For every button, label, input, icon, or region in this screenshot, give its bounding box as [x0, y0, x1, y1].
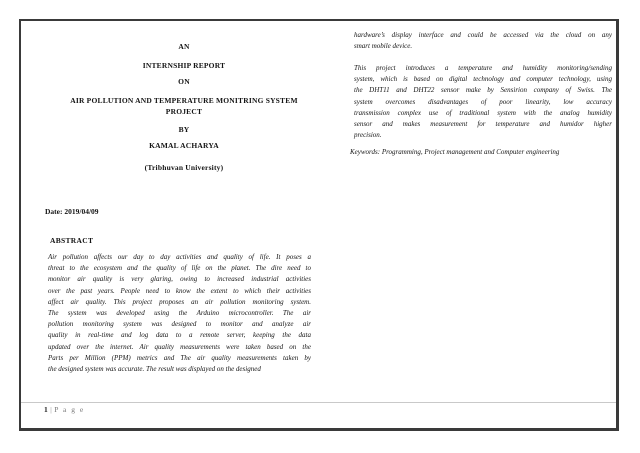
report-page: [19, 19, 619, 431]
title-on: ON: [178, 77, 190, 86]
paragraph-line: sensor and makes measurement for temperature and humidor higher: [354, 119, 612, 128]
paragraph-line: system overcomes disadvantages of poor linearity, low accuracy: [354, 97, 612, 106]
main-title: [41, 95, 327, 117]
abstract-line: over the past years. People need to know the extent to which their activities: [48, 286, 311, 295]
university-name: (Tribhuvan University): [144, 163, 224, 172]
keywords-line: Keywords: Programming, Project management and Computer engineering: [350, 148, 560, 156]
abstract-line: Air pollution affects our day to day activities and quality of life. It poses a: [48, 253, 311, 261]
footer-divider: [21, 402, 616, 403]
main-title-line-2: PROJECT: [165, 107, 203, 116]
date-line: Date: 2019/04/09: [45, 207, 99, 216]
paragraph-line: transmission complex use of traditional system with the analog humidity: [354, 108, 612, 117]
abstract-line: affect air quality. This project proposes an air pollution monitoring system.: [48, 297, 311, 306]
page-footer: [44, 405, 85, 414]
abstract-line: pollution monitoring system was designed to monitor and analyze air: [48, 320, 311, 329]
abstract-paragraph: [48, 252, 311, 375]
abstract-line: the designed system was accurate. The result was displayed on the designed: [48, 364, 261, 373]
abstract-heading: ABSTRACT: [50, 236, 94, 245]
right-column-paragraph-2: [354, 63, 612, 141]
abstract-line: monitor air quality is very glaring, owing to increased industrial activities: [48, 275, 311, 284]
footer-separator: |: [50, 405, 53, 414]
paragraph-line: hardware’s display interface and could be accessed via the cloud on any: [354, 31, 612, 39]
paragraph-line: This project introduces a temperature and humidity monitoring/sending: [354, 64, 612, 72]
abstract-line: Parts per Million (PPM) metrics and The air quality measurements taken by: [48, 353, 311, 362]
main-title-line-1: AIR POLLUTION AND TEMPERATURE MONITRING SYSTEM: [70, 96, 298, 105]
abstract-line: The system was developed using the Arduino microcontroller. The air: [48, 308, 311, 317]
title-internship-report: INTERNSHIP REPORT: [142, 61, 226, 70]
title-by: BY: [178, 125, 190, 134]
paragraph-line: smart mobile device.: [354, 42, 413, 51]
abstract-line: updated over the internet. Air quality measurements were taken based on the: [48, 342, 311, 351]
paragraph-line: precision.: [354, 131, 382, 140]
title-an: AN: [178, 42, 190, 51]
right-column-paragraph-1: [354, 30, 612, 52]
paragraph-line: system, which is based on digital technology and computer technology, using: [354, 75, 612, 84]
footer-page-number: 1: [44, 405, 49, 414]
author-name: KAMAL ACHARYA: [149, 141, 219, 150]
abstract-line: threat to the ecosystem and the quality of life on the planet. The dire need to: [48, 264, 311, 273]
footer-page-label: P a g e: [54, 405, 85, 414]
paragraph-line: the DHT11 and DHT22 sensor make by Sensirion company of Swiss. The: [354, 86, 612, 95]
abstract-line: quality in real-time and log data to a remote server, keeping the data: [48, 331, 311, 340]
